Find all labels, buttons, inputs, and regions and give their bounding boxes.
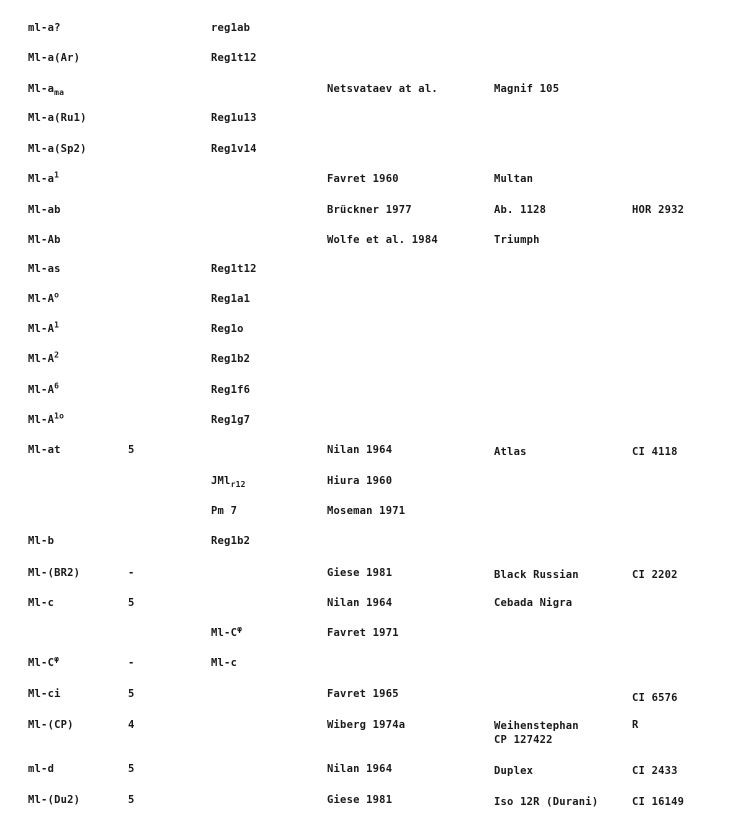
locus-cell-superscript: 1: [54, 170, 60, 180]
synonym-cell: [211, 384, 250, 396]
synonym-cell: [211, 535, 250, 547]
locus-cell-text: Ml-ab: [28, 204, 61, 216]
reference-cell-text: Favret 1971: [327, 627, 399, 639]
accession-cell-text: HOR 2932: [632, 204, 685, 216]
locus-cell: [28, 143, 87, 155]
cultivar-cell: [494, 446, 527, 458]
accession-cell-text: CI 2202: [632, 569, 678, 581]
accession-cell: [632, 692, 678, 704]
table-row: [0, 143, 729, 163]
cultivar-cell: [494, 597, 572, 609]
chromosome-cell-text: 5: [128, 794, 135, 806]
locus-cell: [28, 234, 61, 246]
locus-cell: [28, 411, 65, 426]
locus-cell: [28, 794, 80, 806]
reference-cell-text: Giese 1981: [327, 794, 393, 806]
table-row: [0, 597, 729, 617]
synonym-cell: [211, 52, 257, 64]
locus-cell: [28, 444, 61, 456]
locus-cell: [28, 52, 80, 64]
chromosome-cell-text: 5: [128, 763, 135, 775]
cultivar-cell: [494, 83, 559, 95]
cultivar-cell-text: Cebada Nigra: [494, 597, 573, 609]
locus-cell: [28, 83, 65, 98]
locus-cell-text: Ml-A: [28, 384, 55, 396]
synonym-cell: [211, 22, 250, 34]
locus-cell-text: Ml-C: [28, 657, 55, 669]
chromosome-cell: [128, 567, 135, 579]
synonym-cell: [211, 475, 246, 490]
locus-cell: [28, 290, 60, 305]
table-row: [0, 624, 729, 647]
locus-cell-text: Ml-a(Ar): [28, 52, 81, 64]
synonym-cell-text: Ml-c: [211, 657, 238, 669]
table-row: [0, 505, 729, 525]
synonym-cell-text: Reg1o: [211, 323, 244, 335]
reference-cell: [327, 719, 405, 731]
locus-cell-superscript: 1o: [54, 411, 65, 421]
cultivar-cell-line2: CP 127422: [494, 734, 553, 746]
cultivar-cell: [494, 173, 533, 185]
reference-cell-text: Favret 1960: [327, 173, 399, 185]
chromosome-cell: [128, 719, 135, 731]
locus-cell-text: Ml-as: [28, 263, 61, 275]
locus-cell: [28, 170, 60, 185]
cultivar-cell: [494, 569, 579, 581]
chromosome-cell-text: 5: [128, 688, 135, 700]
synonym-cell: [211, 323, 244, 335]
locus-cell-text: Ml-(Du2): [28, 794, 81, 806]
table-row: [0, 204, 729, 224]
accession-cell-text: CI 6576: [632, 692, 678, 704]
accession-cell-text: CI 2433: [632, 765, 678, 777]
chromosome-cell-text: 4: [128, 719, 135, 731]
synonym-cell-text: JMl: [211, 475, 231, 487]
reference-cell: [327, 204, 412, 216]
chromosome-cell: [128, 763, 135, 775]
locus-cell-text: Ml-c: [28, 597, 55, 609]
table-row: [0, 52, 729, 72]
table-row: [0, 290, 729, 313]
cultivar-cell-text: Atlas: [494, 446, 527, 458]
table-row: [0, 444, 729, 464]
cultivar-cell-text: Ab. 1128: [494, 204, 547, 216]
reference-cell: [327, 597, 392, 609]
locus-cell-text: Ml-Ab: [28, 234, 61, 246]
cultivar-cell-text: Duplex: [494, 765, 534, 777]
locus-cell-text: Ml-a: [28, 83, 55, 95]
synonym-cell: [211, 505, 237, 517]
synonym-cell: [211, 657, 237, 669]
locus-cell-text: Ml-b: [28, 535, 55, 547]
reference-cell: [327, 173, 399, 185]
reference-cell: [327, 83, 438, 95]
reference-cell: [327, 234, 438, 246]
synonym-cell-text: Reg1g7: [211, 414, 251, 426]
locus-cell-superscript: 2: [54, 350, 60, 360]
cultivar-cell: [494, 765, 533, 777]
locus-cell: [28, 688, 61, 700]
locus-cell-text: Ml-A: [28, 293, 55, 305]
synonym-cell-text: Reg1f6: [211, 384, 251, 396]
table-row: [0, 654, 729, 677]
table-row: [0, 350, 729, 373]
locus-cell-superscript: 6: [54, 381, 60, 391]
reference-cell-text: Favret 1965: [327, 688, 399, 700]
reference-cell: [327, 444, 392, 456]
locus-cell: [28, 763, 54, 775]
accession-cell: [632, 719, 639, 731]
cultivar-cell: [494, 796, 598, 808]
synonym-cell: [211, 112, 257, 124]
locus-cell-text: Ml-a: [28, 173, 55, 185]
locus-cell-superscript: φ: [54, 654, 60, 664]
accession-cell-text: CI 16149: [632, 796, 685, 808]
reference-cell: [327, 505, 405, 517]
table-row: [0, 763, 729, 783]
synonym-cell-text: Reg1t12: [211, 52, 257, 64]
reference-cell: [327, 794, 392, 806]
locus-cell-text: Ml-at: [28, 444, 61, 456]
synonym-cell-text: Reg1t12: [211, 263, 257, 275]
table-row: [0, 411, 729, 434]
synonym-cell-text: reg1ab: [211, 22, 251, 34]
locus-cell-superscript: 1: [54, 320, 60, 330]
chromosome-cell-text: -: [128, 657, 135, 669]
table-row: [0, 567, 729, 587]
locus-cell-text: Ml-a(Sp2): [28, 143, 87, 155]
accession-cell: [632, 796, 684, 808]
accession-cell: [632, 569, 678, 581]
chromosome-cell-text: 5: [128, 444, 135, 456]
synonym-cell-text: Reg1a1: [211, 293, 251, 305]
cultivar-cell: [494, 204, 546, 216]
reference-cell-text: Brückner 1977: [327, 204, 412, 216]
synonym-cell-superscript: φ: [237, 624, 243, 634]
reference-cell-text: Moseman 1971: [327, 505, 406, 517]
synonym-cell: [211, 414, 250, 426]
synonym-cell-text: Pm 7: [211, 505, 238, 517]
cultivar-cell-text: Weihenstephan: [494, 720, 579, 732]
table-row: [0, 83, 729, 103]
cultivar-cell-text: Multan: [494, 173, 534, 185]
cultivar-cell-text: Triumph: [494, 234, 540, 246]
cultivar-cell: [494, 234, 540, 246]
reference-cell: [327, 475, 392, 487]
locus-cell-text: Ml-ci: [28, 688, 61, 700]
reference-cell-text: Nilan 1964: [327, 763, 393, 775]
reference-cell-text: Giese 1981: [327, 567, 393, 579]
synonym-cell-text: Reg1b2: [211, 535, 251, 547]
reference-cell: [327, 763, 392, 775]
reference-cell-text: Wolfe et al. 1984: [327, 234, 438, 246]
synonym-cell: [211, 624, 243, 639]
locus-cell-text: Ml-A: [28, 323, 55, 335]
locus-cell: [28, 567, 80, 579]
synonym-cell: [211, 293, 250, 305]
cultivar-cell: [494, 719, 579, 747]
chromosome-cell-text: -: [128, 567, 135, 579]
locus-cell-text: ml-a?: [28, 22, 61, 34]
table-row: [0, 170, 729, 193]
synonym-cell-text: Reg1v14: [211, 143, 257, 155]
table-row: [0, 794, 729, 814]
reference-cell-text: Hiura 1960: [327, 475, 393, 487]
synonym-cell: [211, 143, 257, 155]
cultivar-cell-text: Iso 12R (Durani): [494, 796, 599, 808]
cultivar-cell-text: Magnif 105: [494, 83, 560, 95]
accession-cell: [632, 765, 678, 777]
table-row: [0, 320, 729, 343]
accession-cell: [632, 446, 678, 458]
locus-cell-text: Ml-a(Ru1): [28, 112, 87, 124]
locus-cell-text: Ml-A: [28, 353, 55, 365]
locus-cell: [28, 320, 60, 335]
synonym-cell-subscript: r12: [230, 480, 246, 490]
reference-cell-text: Nilan 1964: [327, 444, 393, 456]
reference-cell-text: Nilan 1964: [327, 597, 393, 609]
synonym-cell: [211, 263, 257, 275]
locus-cell-text: ml-d: [28, 763, 55, 775]
table-row: [0, 535, 729, 555]
locus-cell-superscript: o: [54, 290, 60, 300]
chromosome-cell: [128, 444, 135, 456]
reference-cell: [327, 627, 399, 639]
chromosome-cell: [128, 794, 135, 806]
locus-cell-text: Ml-A: [28, 414, 55, 426]
table-row: [0, 234, 729, 254]
locus-cell: [28, 597, 54, 609]
table-row: [0, 688, 729, 708]
accession-cell: [632, 204, 684, 216]
cultivar-cell-text: Black Russian: [494, 569, 579, 581]
reference-cell-text: Wiberg 1974a: [327, 719, 406, 731]
reference-cell-text: Netsvataev at al.: [327, 83, 438, 95]
table-row: [0, 719, 729, 746]
locus-cell: [28, 22, 61, 34]
table-row: [0, 112, 729, 132]
synonym-cell-text: Reg1b2: [211, 353, 251, 365]
table-row: [0, 381, 729, 404]
locus-cell: [28, 381, 60, 396]
accession-cell-text: CI 4118: [632, 446, 678, 458]
locus-cell: [28, 719, 74, 731]
locus-cell: [28, 350, 60, 365]
chromosome-cell: [128, 688, 135, 700]
locus-cell: [28, 112, 87, 124]
locus-cell: [28, 654, 60, 669]
synonym-cell-text: Reg1u13: [211, 112, 257, 124]
locus-cell-text: Ml-(CP): [28, 719, 74, 731]
locus-cell: [28, 535, 54, 547]
synonym-cell: [211, 353, 250, 365]
synonym-cell-text: Ml-C: [211, 627, 238, 639]
locus-cell-subscript: ma: [54, 88, 65, 98]
chromosome-cell: [128, 657, 135, 669]
table-row: [0, 22, 729, 42]
locus-cell: [28, 204, 61, 216]
locus-cell-text: Ml-(BR2): [28, 567, 81, 579]
reference-cell: [327, 688, 399, 700]
reference-cell: [327, 567, 392, 579]
chromosome-cell: [128, 597, 135, 609]
accession-cell-text: R: [632, 719, 639, 731]
locus-cell: [28, 263, 61, 275]
chromosome-cell-text: 5: [128, 597, 135, 609]
table-row: [0, 263, 729, 283]
table-row: [0, 475, 729, 495]
